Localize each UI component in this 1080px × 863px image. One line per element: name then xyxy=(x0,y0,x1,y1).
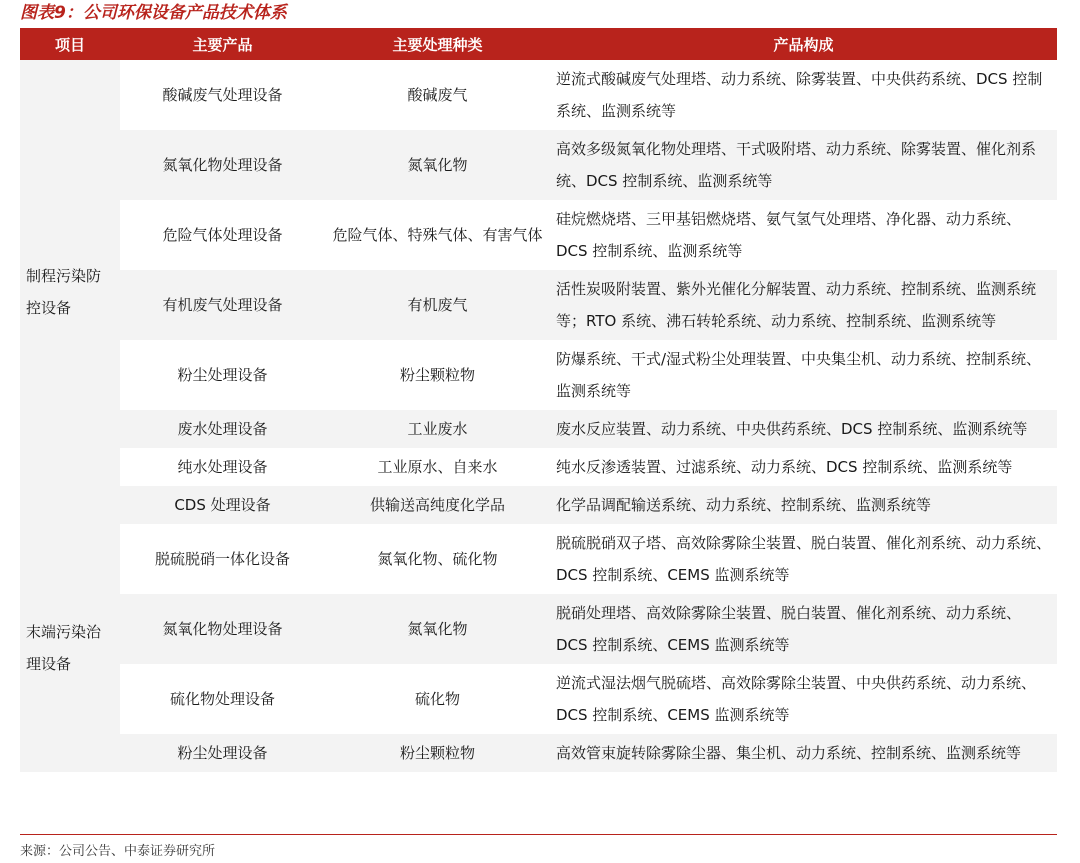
figure-title: 图表9：公司环保设备产品技术体系 xyxy=(20,3,287,23)
treatment-type: 粉尘颗粒物 xyxy=(325,734,550,772)
table-row xyxy=(20,130,1057,200)
table-row xyxy=(20,448,1057,486)
source-note: 来源：公司公告、中泰证券研究所 xyxy=(20,834,1057,859)
composition: 高效管束旋转除雾除尘器、集尘机、动力系统、控制系统、监测系统等 xyxy=(550,734,1057,772)
product-name: 酸碱废气处理设备 xyxy=(162,86,283,104)
table-row xyxy=(20,410,1057,448)
composition: 高效多级氮氧化物处理塔、干式吸附塔、动力系统、除雾装置、催化剂系统、DCS 控制系统、监测系统等 xyxy=(550,130,1057,200)
composition: 废水反应装置、动力系统、中央供药系统、DCS 控制系统、监测系统等 xyxy=(550,410,1057,448)
table-row xyxy=(20,524,1057,594)
treatment-type: 酸碱废气 xyxy=(407,86,468,104)
treatment-type: 氮氧化物 xyxy=(325,130,550,200)
treatment-type: 硫化物 xyxy=(414,690,460,708)
composition: 逆流式湿法烟气脱硫塔、高效除雾除尘装置、中央供药系统、动力系统、DCS 控制系统、CEMS 监测系统等 xyxy=(556,674,1037,724)
header-row xyxy=(20,28,1057,60)
composition: 逆流式酸碱废气处理塔、动力系统、除雾装置、中央供药系统、DCS 控制系统、监测系统等 xyxy=(556,70,1043,120)
treatment-type: 粉尘颗粒物 xyxy=(399,366,475,384)
treatment-type: 工业原水、自来水 xyxy=(377,458,498,476)
composition: 防爆系统、干式/湿式粉尘处理装置、中央集尘机、动力系统、控制系统、监测系统等 xyxy=(556,350,1042,400)
composition: 脱硝处理塔、高效除雾除尘装置、脱白装置、催化剂系统、动力系统、DCS 控制系统、CEMS 监测系统等 xyxy=(550,594,1057,664)
header-type: 主要处理种类 xyxy=(325,28,550,60)
header-product: 主要产品 xyxy=(120,28,325,60)
product-name: 粉尘处理设备 xyxy=(177,366,268,384)
group-name: 制程污染防控设备 xyxy=(20,60,120,524)
composition: 脱硫脱硝双子塔、高效除雾除尘装置、脱白装置、催化剂系统、动力系统、DCS 控制系统、CEMS 监测系统等 xyxy=(556,534,1052,584)
product-name: 硫化物处理设备 xyxy=(169,690,275,708)
header-composition: 产品构成 xyxy=(550,28,1057,60)
composition: 化学品调配输送系统、动力系统、控制系统、监测系统等 xyxy=(550,486,1057,524)
table-row xyxy=(20,486,1057,524)
table-row xyxy=(20,270,1057,340)
composition: 活性炭吸附装置、紫外光催化分解装置、动力系统、控制系统、监测系统等；RTO 系统、沸石转轮系统、动力系统、控制系统、监测系统等 xyxy=(550,270,1057,340)
group-name: 末端污染治理设备 xyxy=(20,524,120,772)
product-name: 氮氧化物处理设备 xyxy=(120,594,325,664)
treatment-type: 有机废气 xyxy=(325,270,550,340)
product-name: 纯水处理设备 xyxy=(177,458,268,476)
treatment-type: 工业废水 xyxy=(325,410,550,448)
table-row xyxy=(20,594,1057,664)
table-row xyxy=(20,734,1057,772)
product-name: 氮氧化物处理设备 xyxy=(120,130,325,200)
treatment-type: 危险气体、特殊气体、有害气体 xyxy=(332,226,543,244)
header-item: 项目 xyxy=(20,28,120,60)
product-table xyxy=(20,28,1057,772)
treatment-type: 氮氧化物、硫化物 xyxy=(377,550,498,568)
treatment-type: 氮氧化物 xyxy=(325,594,550,664)
product-name: 粉尘处理设备 xyxy=(120,734,325,772)
product-name: 有机废气处理设备 xyxy=(120,270,325,340)
table-row xyxy=(20,340,1057,410)
table-row xyxy=(20,60,1057,130)
product-name: 危险气体处理设备 xyxy=(162,226,283,244)
composition: 硅烷燃烧塔、三甲基铝燃烧塔、氨气氢气处理塔、净化器、动力系统、DCS 控制系统、监测系统等 xyxy=(556,210,1022,260)
table-row xyxy=(20,664,1057,734)
product-name: 脱硫脱硝一体化设备 xyxy=(154,550,290,568)
treatment-type: 供输送高纯度化学品 xyxy=(325,486,550,524)
table-row xyxy=(20,200,1057,270)
product-name: 废水处理设备 xyxy=(120,410,325,448)
composition: 纯水反渗透装置、过滤系统、动力系统、DCS 控制系统、监测系统等 xyxy=(556,458,1013,476)
product-name: CDS 处理设备 xyxy=(120,486,325,524)
